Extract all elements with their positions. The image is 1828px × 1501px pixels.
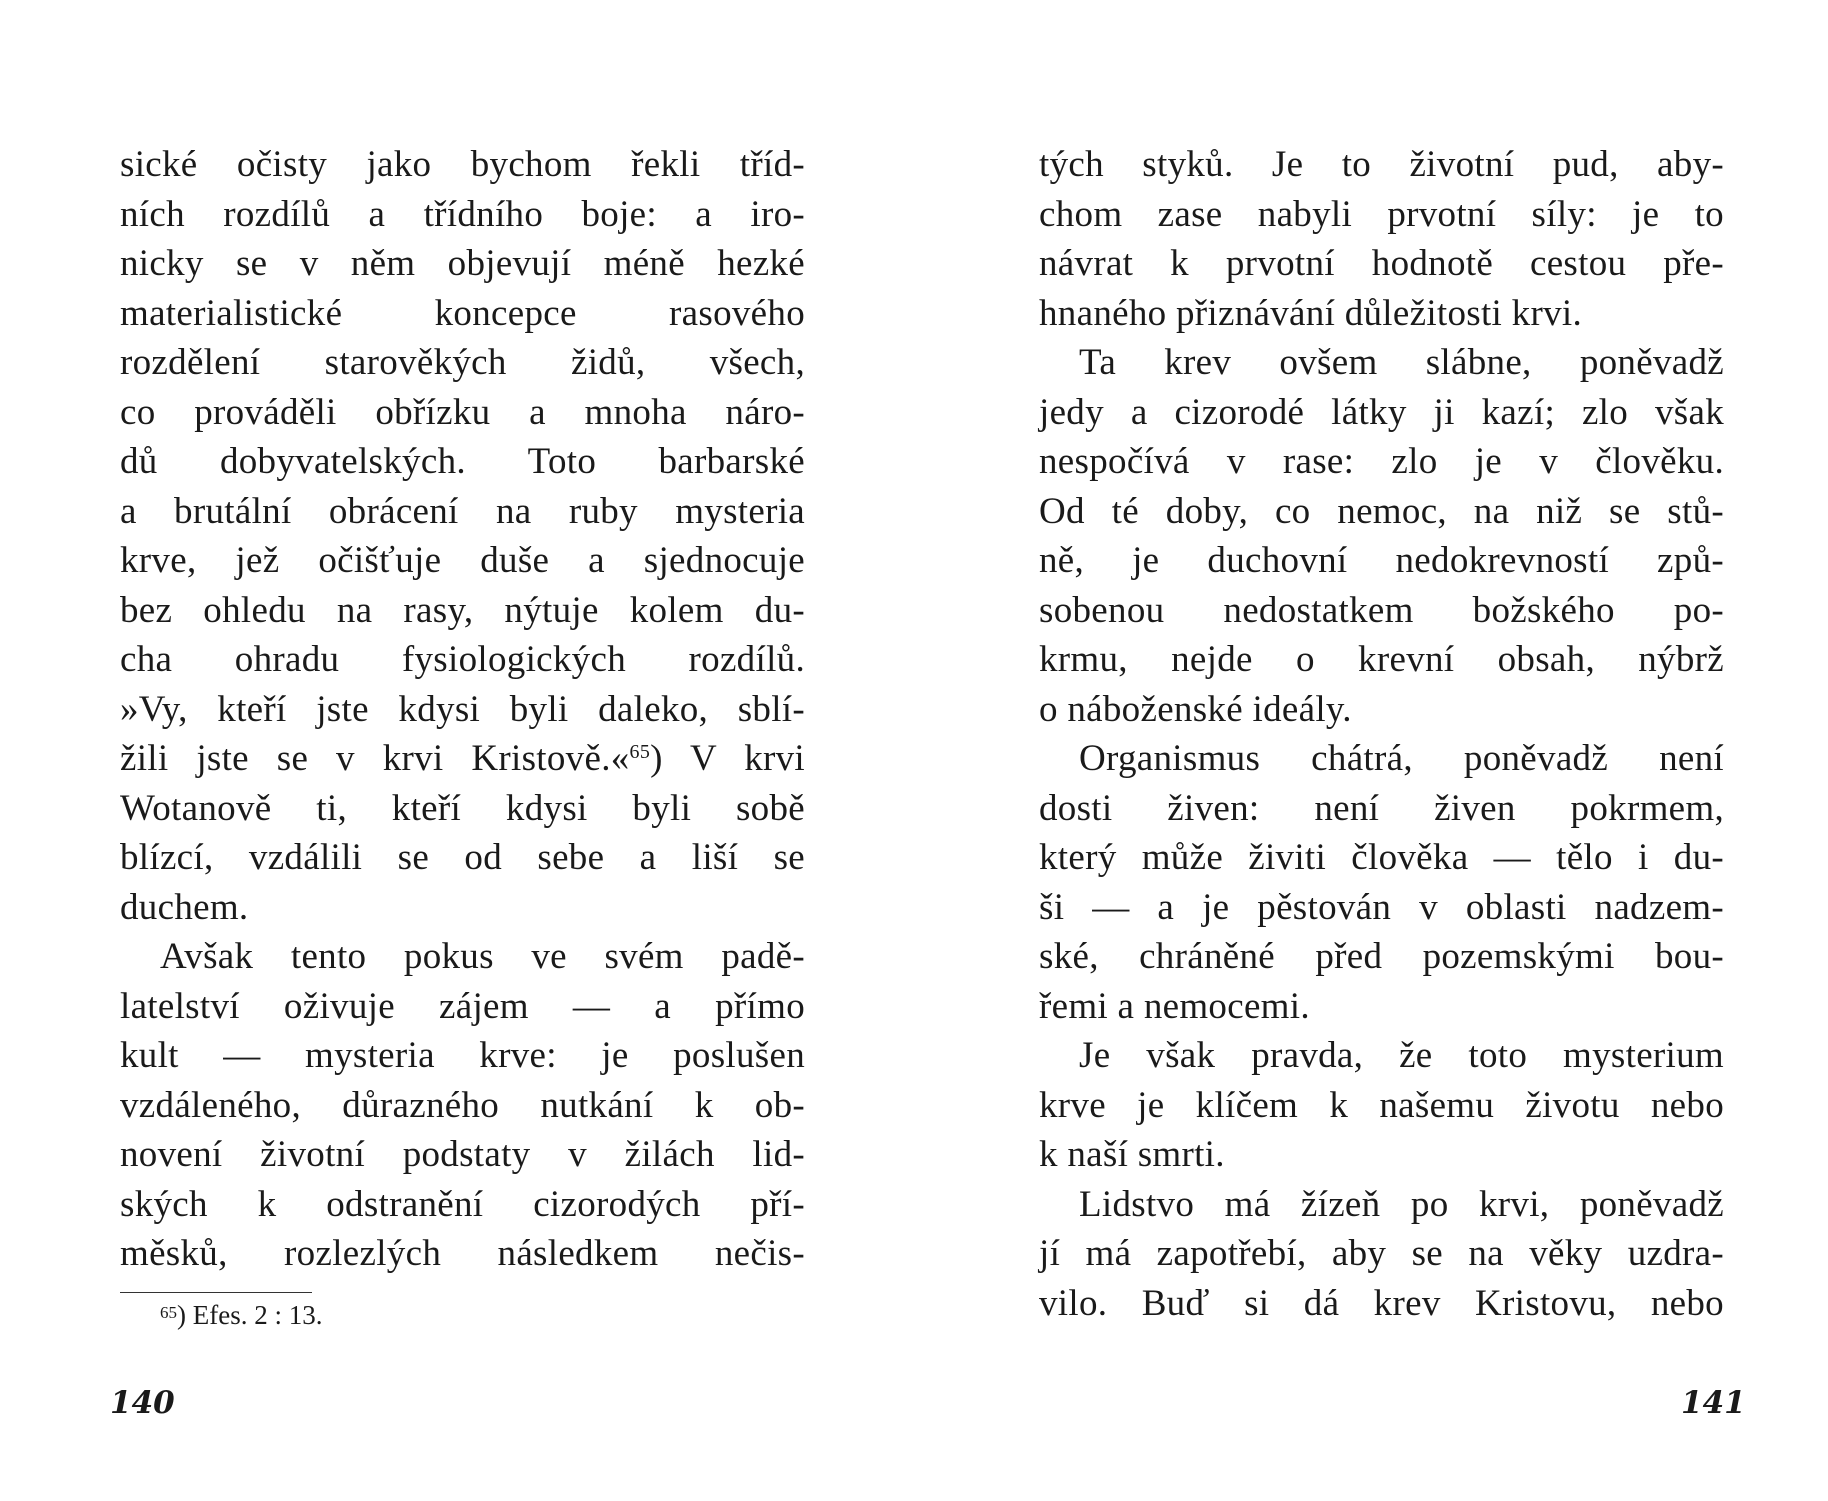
text-line: krve je klíčem k našemu životu nebo [1039,1084,1724,1126]
text-line: měsků, rozlezlých následkem nečis- [120,1233,805,1274]
text-line: který může živiti člověka — tělo i du- [1039,837,1724,878]
text-line: krmu, nejde o krevní obsah, nýbrž [1039,639,1724,680]
text-line: kult — mysteria krve: je poslušen [120,1035,805,1076]
text-line: cha ohradu fysiologických rozdílů. [120,639,805,680]
text-line: ských k odstranění cizorodých pří- [120,1183,805,1225]
text-line: vilo. Buď si dá krev Kristovu, nebo [1039,1282,1724,1324]
text-line: dů dobyvatelských. Toto barbarské [120,441,805,482]
text-line: bez ohledu na rasy, nýtuje kolem du- [120,589,805,631]
text-line: sické očisty jako bychom řekli tříd- [120,144,805,185]
text-line: Lidstvo má žízeň po krvi, poněvadž [1079,1183,1724,1225]
text-line: Wotanově ti, kteří kdysi byli sobě [120,787,805,829]
text-line: jí má zapotřebí, aby se na věky uzdra- [1039,1233,1724,1274]
text-line: o náboženské ideály. [1039,688,1352,730]
text-line: Je však pravda, že toto mysterium [1079,1035,1724,1076]
page-number: 140 [110,1385,175,1421]
text-line: ši — a je pěstován v oblasti nadzem- [1039,886,1724,928]
text-line: ně, je duchovní nedokrevností způ- [1039,540,1724,581]
page-number: 141 [1681,1385,1746,1421]
text-line: blízcí, vzdálili se od sebe a liší se [120,837,805,878]
footnote-number: 65 [160,1303,177,1322]
text-line: rozdělení starověkých židů, všech, [120,342,805,383]
footnote-reference: 65 [629,741,651,763]
text-line: Organismus chátrá, poněvadž není [1079,738,1724,779]
text-line: nespočívá v rase: zlo je v člověku. [1039,441,1724,482]
left-page-text [120,140,805,1279]
text-line: latelství oživuje zájem — a přímo [120,985,805,1027]
text-line: ních rozdílů a třídního boje: a iro- [120,193,805,235]
text-line: ské, chráněné před pozemskými bou- [1039,936,1724,977]
text-line: duchem. [120,886,249,928]
right-page [914,0,1828,1501]
text-line: k naší smrti. [1039,1134,1225,1175]
text-fragment: V krvi [689,738,805,779]
footnote [160,1296,322,1332]
text-line: tých styků. Je to životní pud, aby- [1039,144,1724,185]
text-line: Ta krev ovšem slábne, poněvadž [1079,342,1724,383]
text-line: chom zase nabyli prvotní síly: je to [1039,193,1724,235]
text-line: vzdáleného, důrazného nutkání k ob- [120,1084,805,1126]
text-line: návrat k prvotní hodnotě cestou pře- [1039,243,1724,284]
text-line: sobenou nedostatkem božského po- [1039,589,1724,631]
text-line-with-footnote-ref [120,734,805,784]
text-line: krve, jež očišťuje duše a sjednocuje [120,540,805,581]
footnote-text: ) Efes. 2 : 13. [177,1300,323,1330]
text-line: materialistické koncepce rasového [120,292,805,334]
text-fragment: žili jste se v krvi Kristově.« [120,738,630,779]
text-line: nicky se v něm objevují méně hezké [120,243,805,284]
footnote-divider [120,1292,312,1293]
text-fragment: ) [650,738,663,779]
text-line: »Vy, kteří jste kdysi byli daleko, sblí- [120,688,805,730]
text-line: Od té doby, co nemoc, na niž se stů- [1039,490,1724,532]
text-line: novení životní podstaty v žilách lid- [120,1134,805,1175]
text-line: řemi a nemocemi. [1039,985,1310,1027]
text-line: Avšak tento pokus ve svém padě- [160,936,805,977]
text-line: hnaného přiznávání důležitosti krvi. [1039,292,1583,334]
text-line: a brutální obrácení na ruby mysteria [120,490,805,532]
text-line: co prováděli obřízku a mnoha náro- [120,391,805,433]
right-page-text [1039,140,1724,1328]
text-line: dosti živen: není živen pokrmem, [1039,787,1724,829]
text-line: jedy a cizorodé látky ji kazí; zlo však [1039,391,1724,433]
